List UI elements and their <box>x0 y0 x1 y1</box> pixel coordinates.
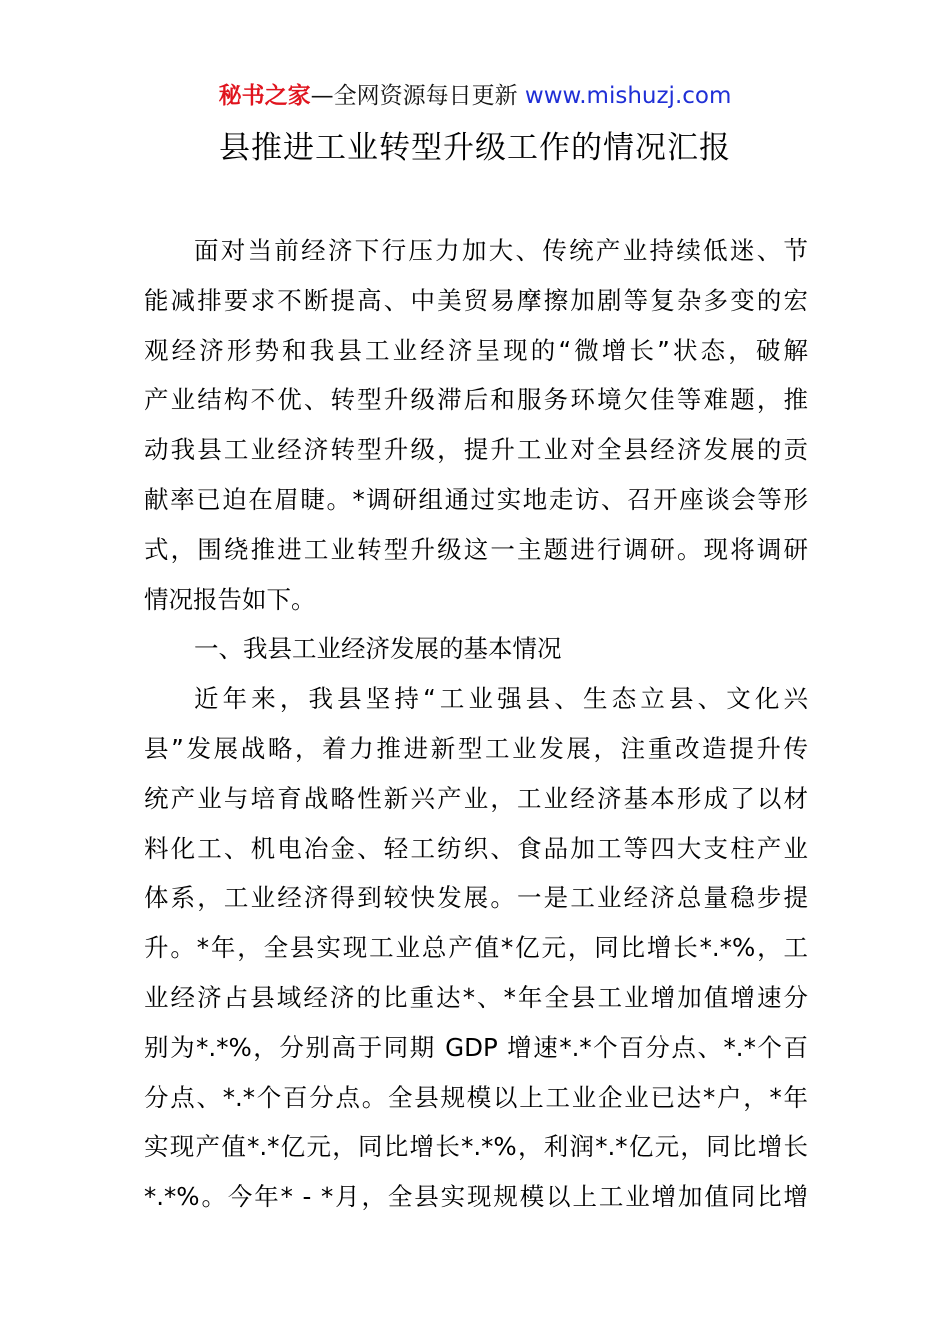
site-url[interactable]: www.mishuzj.com <box>524 83 732 109</box>
brand-name: 秘书之家 <box>218 83 311 109</box>
text-line: 情况报告如下。 <box>144 584 316 614</box>
text-line: 统产业与培育战略性新兴产业，工业经济基本形成了以材 <box>144 783 808 813</box>
text-line: *.*%。今年* - *月，全县实现规模以上工业增加值同比增 <box>144 1182 808 1212</box>
text-line: 面对当前经济下行压力加大、传统产业持续低迷、节 <box>194 236 808 265</box>
site-header <box>0 80 950 112</box>
text-line: 产业结构不优、转型升级滞后和服务环境欠佳等难题，推 <box>144 385 808 415</box>
text-line: 实现产值*.*亿元，同比增长*.*%，利润*.*亿元，同比增长 <box>144 1132 808 1162</box>
text-line: 体系，工业经济得到较快发展。一是工业经济总量稳步提 <box>144 883 808 913</box>
text-line: 献率已迫在眉睫。*调研组通过实地走访、召开座谈会等形 <box>144 484 808 514</box>
header-tagline: —全网资源每日更新 <box>310 83 518 109</box>
section-heading-text: 一、我县工业经济发展的基本情况 <box>194 634 562 664</box>
text-line: 分点、*.*个百分点。全县规模以上工业企业已达*户，*年 <box>144 1082 808 1112</box>
text-line: 能减排要求不断提高、中美贸易摩擦加剧等复杂多变的宏 <box>144 285 808 315</box>
text-line: 料化工、机电冶金、轻工纺织、食品加工等四大支柱产业 <box>144 833 808 863</box>
text-line: 式，围绕推进工业转型升级这一主题进行调研。现将调研 <box>144 534 808 564</box>
text-line: 别为*.*%，分别高于同期 GDP 增速*.*个百分点、*.*个百 <box>144 1032 808 1062</box>
section-paragraph <box>144 674 808 1222</box>
intro-paragraph <box>144 226 808 624</box>
text-line: 近年来，我县坚持“工业强县、生态立县、文化兴 <box>194 684 808 714</box>
text-line: 动我县工业经济转型升级，提升工业对全县经济发展的贡 <box>144 435 808 465</box>
text-line: 升。*年，全县实现工业总产值*亿元，同比增长*.*%，工 <box>144 933 808 963</box>
text-line: 县”发展战略，着力推进新型工业发展，注重改造提升传 <box>144 733 808 763</box>
section-heading <box>144 624 808 674</box>
document-title: 县推进工业转型升级工作的情况汇报 <box>219 130 731 166</box>
text-line: 观经济形势和我县工业经济呈现的“微增长”状态，破解 <box>144 335 808 365</box>
document-body <box>144 226 808 1222</box>
text-line: 业经济占县域经济的比重达*、*年全县工业增加值增速分 <box>144 982 808 1012</box>
